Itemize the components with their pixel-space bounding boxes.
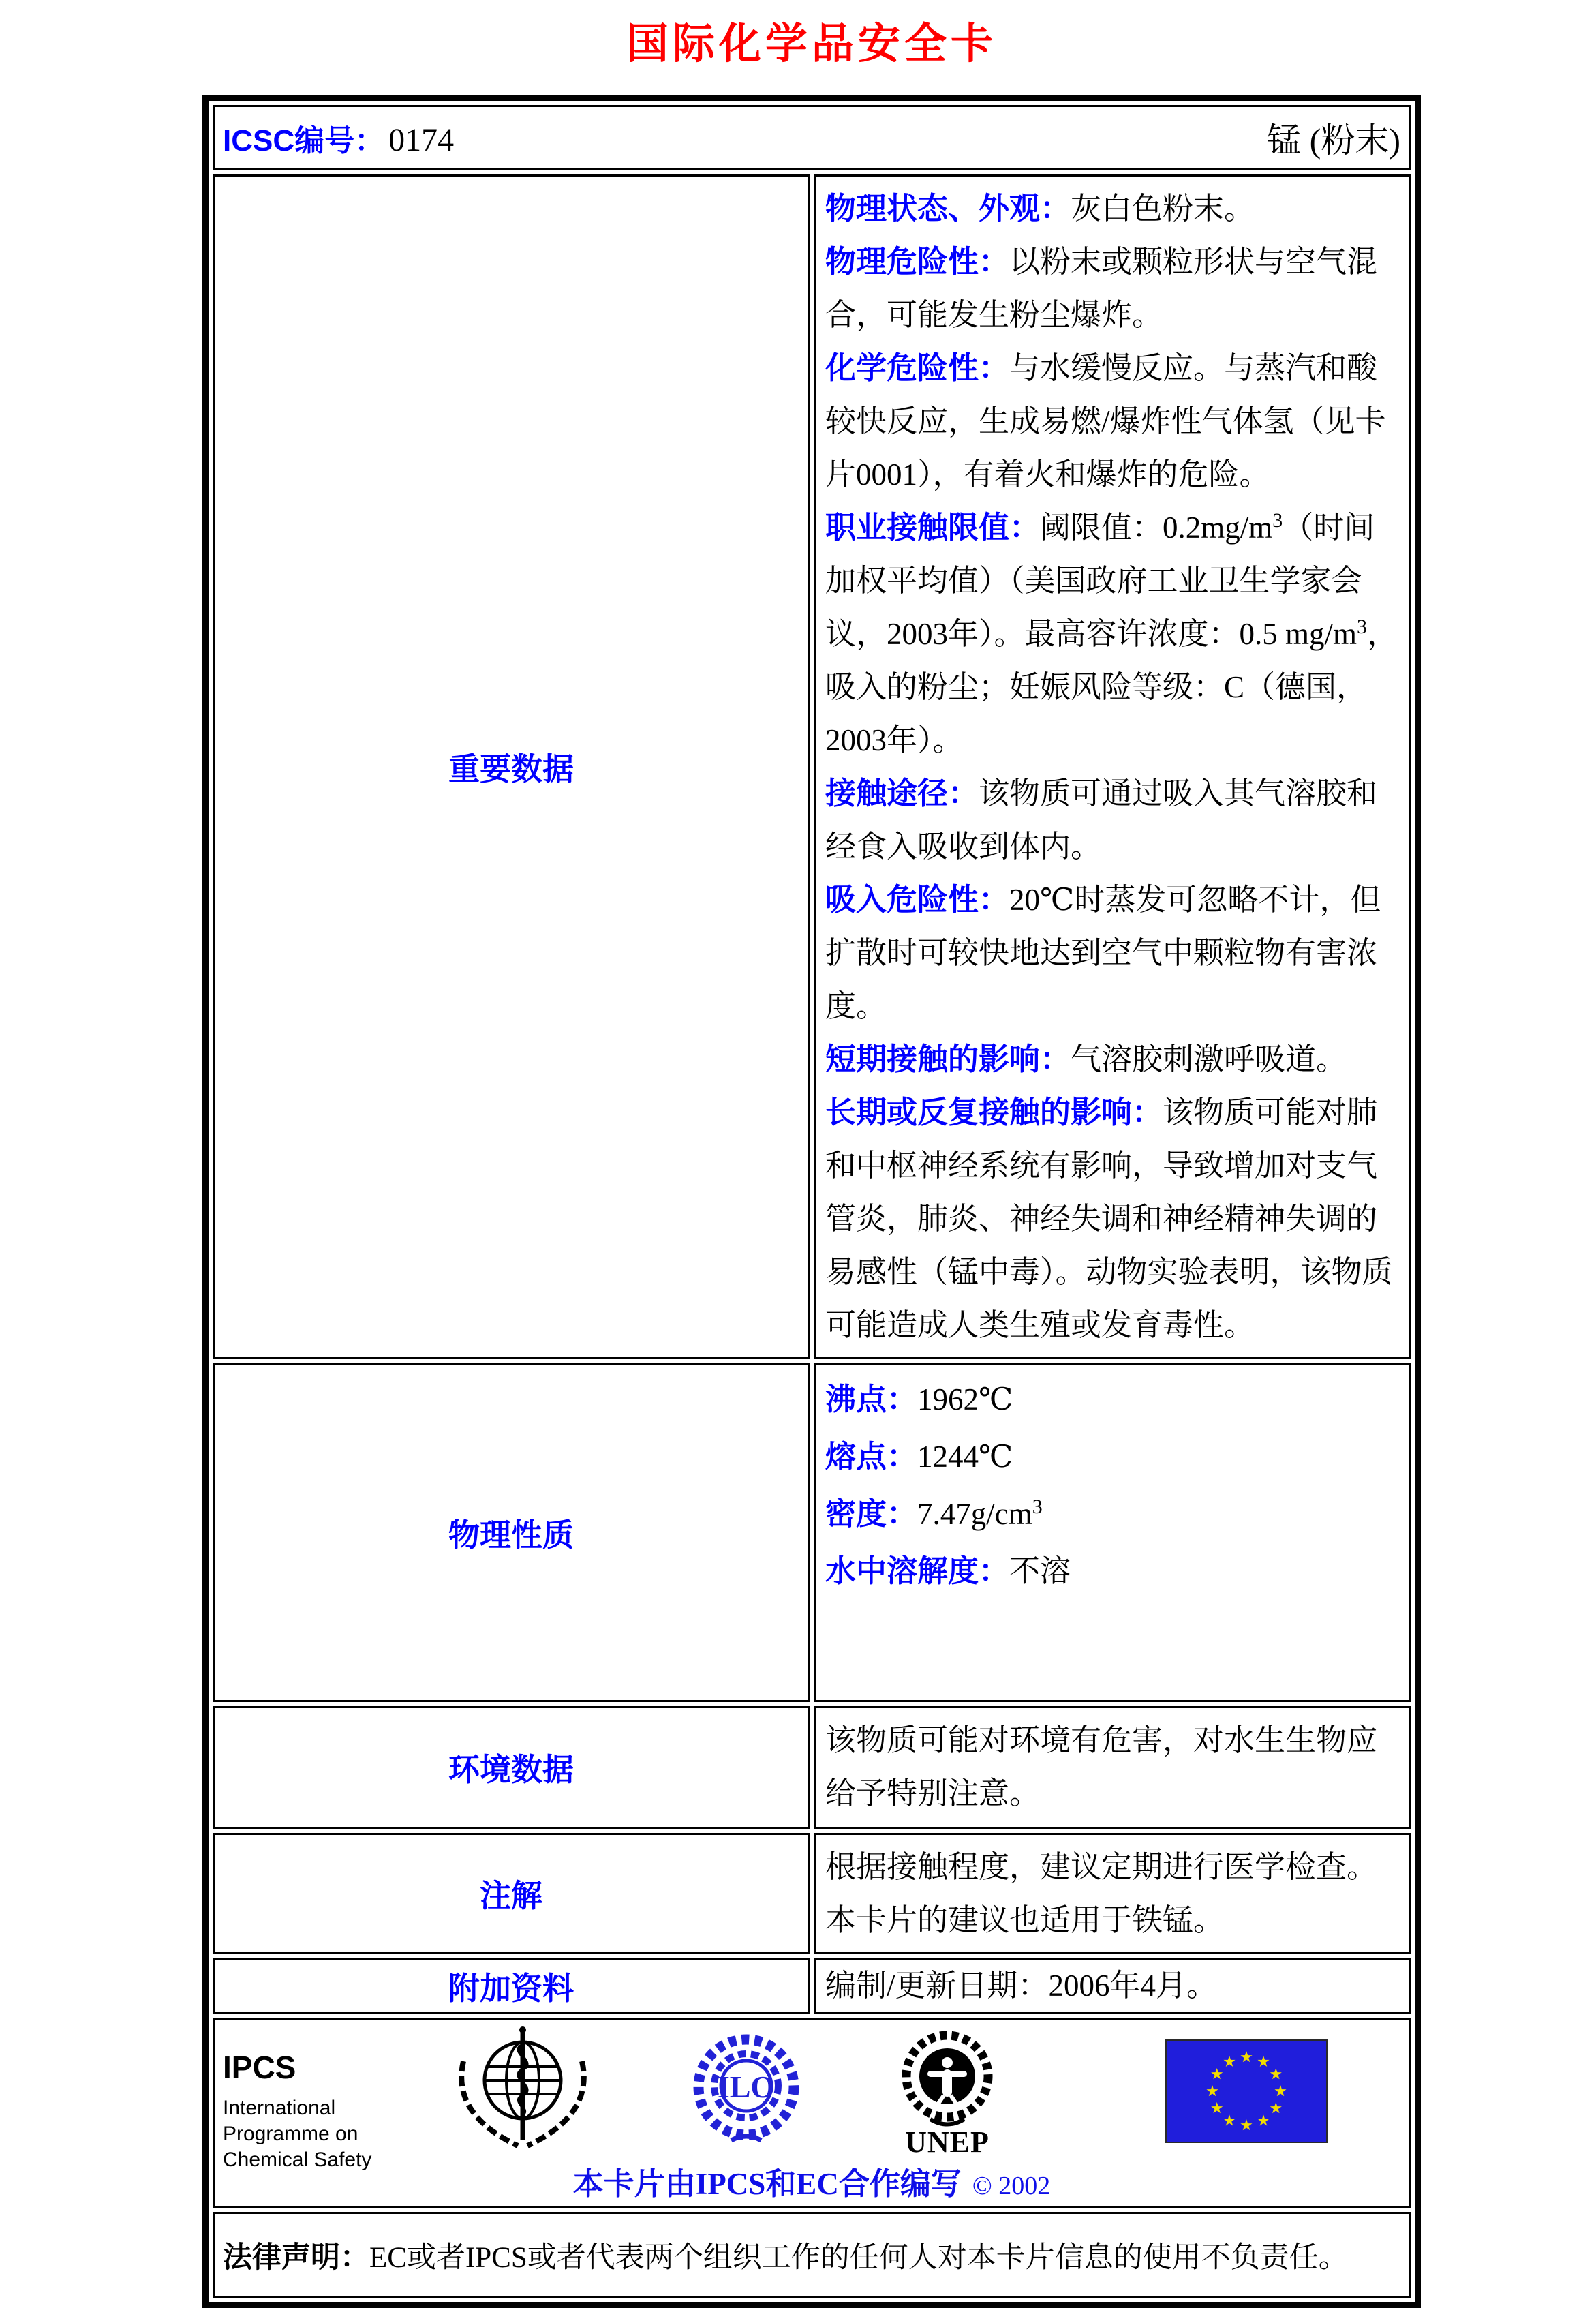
card-header-row [213, 105, 1411, 170]
section-label-notes: 注解 [213, 1833, 810, 1954]
caption-copyright: © 2002 [972, 2172, 1051, 2200]
icsc-number-value: 0174 [388, 122, 455, 158]
eu-flag-icon [1165, 2039, 1328, 2143]
legal-disclaimer-row [213, 2212, 1411, 2298]
data-item-label: 短期接触的影响： [825, 1042, 1071, 1076]
property-label: 熔点： [825, 1439, 918, 1474]
data-item-label: 物理状态、外观： [825, 191, 1071, 226]
property-value: 1962℃ [917, 1382, 1013, 1416]
section-content-physical-properties [814, 1363, 1411, 1702]
important-data-list [825, 182, 1399, 1352]
footer-caption [215, 2159, 1409, 2203]
section-content-important-data [814, 174, 1411, 1359]
property-item [825, 1371, 1399, 1428]
property-value: $7.47g/cm^3$ [917, 1495, 1043, 1531]
section-label-physical-properties: 物理性质 [213, 1363, 810, 1702]
data-item [825, 1033, 1399, 1086]
data-item-text: 该物质可通过吸入其气溶胶和经食入吸收到体内。 [825, 776, 1378, 864]
icsc-number-label: ICSC编号： [223, 124, 385, 157]
property-label: 密度： [825, 1496, 918, 1531]
ipcs-acronym: IPCS [223, 2050, 296, 2085]
additional-info-text: 编制/更新日期：2006年4月。 [825, 1969, 1218, 2003]
property-item [825, 1485, 1399, 1543]
physical-properties-list [825, 1371, 1399, 1600]
ipcs-line-3: Chemical Safety [223, 2148, 372, 2171]
data-item-label: 接触途径： [825, 776, 979, 810]
data-item [825, 235, 1399, 341]
data-item [825, 501, 1399, 767]
legal-label: 法律声明： [223, 2241, 369, 2274]
data-item-text: 与水缓慢反应。与蒸汽和酸较快反应，生成易燃/爆炸性气体氢（见卡片0001），有着火和爆炸的危险。 [825, 351, 1386, 491]
property-value: 1244℃ [917, 1440, 1013, 1474]
data-item-text: 阈限值：$0.2mg/m^3$（时间加权平均值）（美国政府工业卫生学家会议，2003年）。最高容许浓度：0.5 $mg/m^3$，吸入的粉尘；妊娠风险等级：C（德国，2003年）。 [825, 509, 1398, 757]
data-item [825, 1086, 1399, 1352]
property-item [825, 1428, 1399, 1485]
section-label-important-data: 重要数据 [213, 174, 810, 1359]
ilo-emblem-icon [692, 2030, 801, 2151]
ipcs-line-2: Programme on [223, 2123, 358, 2145]
substance-name: 锰 (粉末) [1267, 121, 1400, 160]
ipcs-line-1: International [223, 2097, 336, 2119]
section-label-additional-info: 附加资料 [213, 1958, 810, 2014]
unep-emblem-icon [896, 2027, 998, 2158]
icsc-card-table [202, 95, 1421, 2308]
data-item [825, 182, 1399, 235]
data-item-label: 吸入危险性： [825, 882, 1010, 917]
section-content-environmental-data [814, 1706, 1411, 1829]
data-item-label: 长期或反复接触的影响： [825, 1095, 1163, 1129]
data-item-text: 20℃时蒸发可忽略不计，但扩散时可较快地达到空气中颗粒物有害浓度。 [825, 883, 1381, 1023]
caption-text: 本卡片由IPCS和EC合作编写 [572, 2167, 962, 2201]
data-item-label: 化学危险性： [825, 350, 1010, 385]
data-item [825, 341, 1399, 501]
section-content-additional-info [814, 1958, 1411, 2014]
ipcs-text-block [223, 2049, 371, 2173]
unep-wordmark: UNEP [905, 2125, 989, 2158]
property-label: 沸点： [825, 1382, 918, 1416]
icsc-number-group [223, 116, 454, 160]
data-item-label: 职业接触限值： [825, 510, 1041, 545]
notes-text: 根据接触程度，建议定期进行医学检查。本卡片的建议也适用于铁锰。 [825, 1850, 1378, 1937]
section-content-notes [814, 1833, 1411, 1954]
property-item [825, 1543, 1399, 1600]
property-value: 不溶 [1009, 1554, 1071, 1588]
data-item-text: 气溶胶刺激呼吸道。 [1071, 1042, 1347, 1076]
footer-logos-row [213, 2018, 1411, 2208]
data-item-text: 灰白色粉末。 [1071, 192, 1255, 226]
data-item-text: 该物质可能对肺和中枢神经系统有影响，导致增加对支气管炎，肺炎、神经失调和神经精神失调的易感性（锰中毒）。动物实验表明，该物质可能造成人类生殖或发育毒性。 [825, 1095, 1393, 1342]
property-label: 水中溶解度： [825, 1553, 1010, 1588]
who-emblem-icon [450, 2026, 596, 2155]
data-item [825, 767, 1399, 873]
data-item-label: 物理危险性： [825, 244, 1010, 279]
ilo-wordmark: ILO [717, 2069, 776, 2104]
section-label-environmental-data: 环境数据 [213, 1706, 810, 1829]
data-item-text: 以粉末或颗粒形状与空气混合，可能发生粉尘爆炸。 [825, 245, 1378, 332]
environmental-data-text: 该物质可能对环境有危害，对水生生物应给予特别注意。 [825, 1723, 1378, 1810]
data-item [825, 873, 1399, 1033]
page-title: 国际化学品安全卡 [626, 20, 997, 67]
legal-text: EC或者IPCS或者代表两个组织工作的任何人对本卡片信息的使用不负责任。 [369, 2241, 1348, 2274]
